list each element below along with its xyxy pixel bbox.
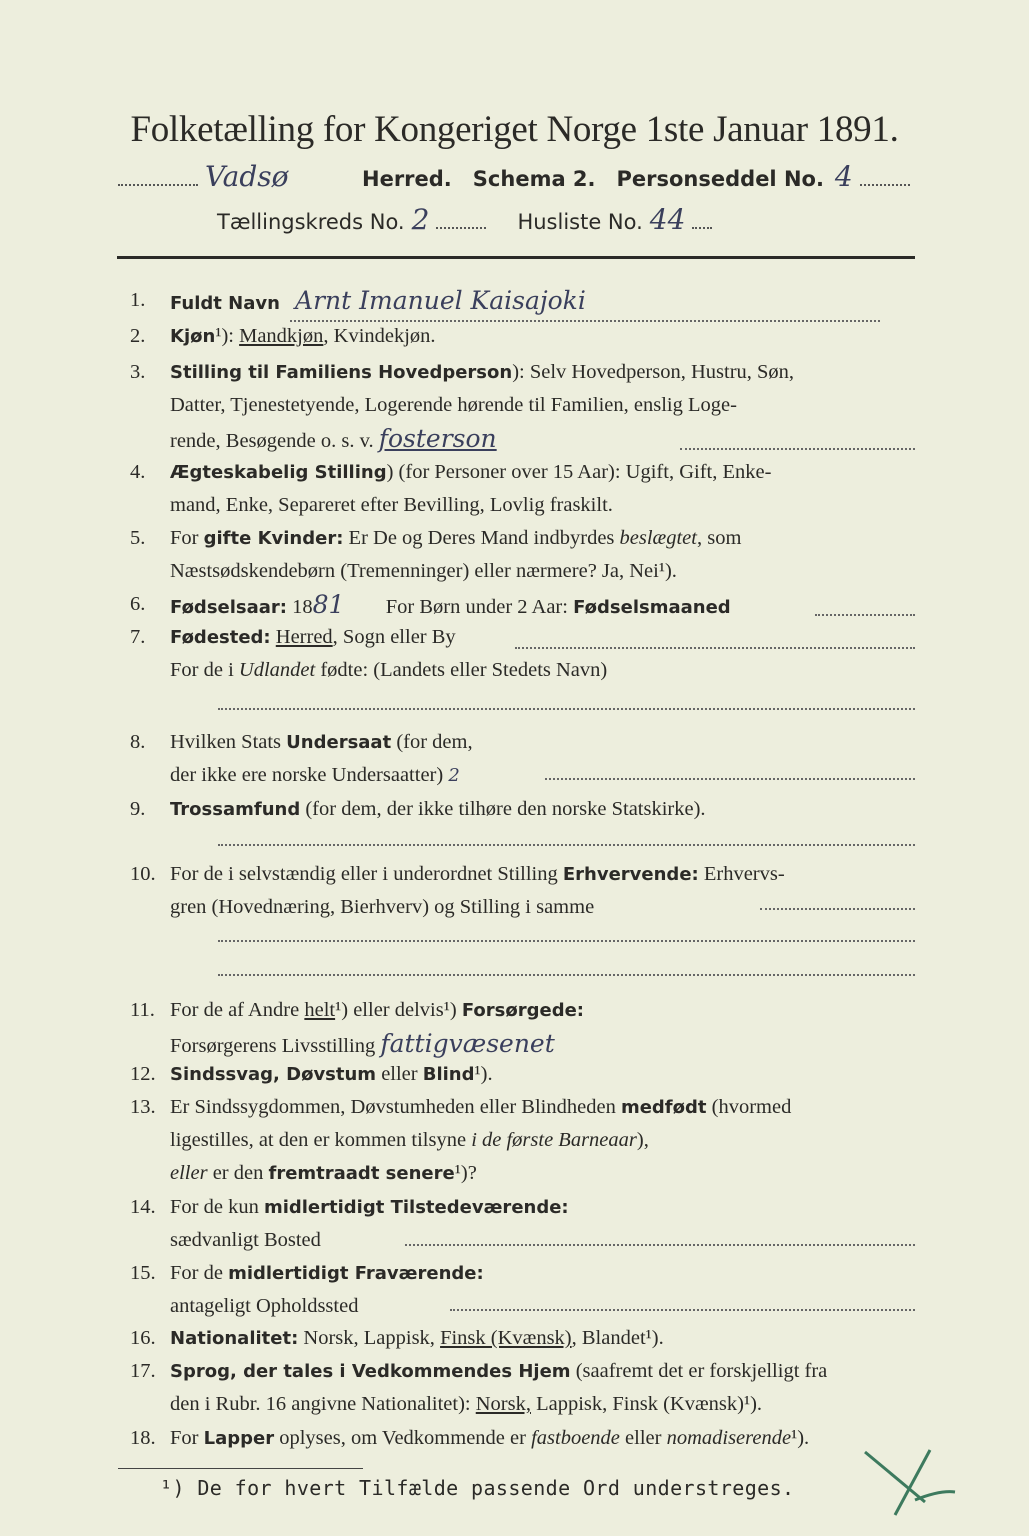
- herred-value: Vadsø: [205, 160, 289, 193]
- husliste-value: 44: [649, 203, 686, 236]
- full-name-value: Arnt Imanuel Kaisajoki: [295, 286, 586, 315]
- schema-label: Schema 2.: [472, 167, 596, 191]
- birth-year-value: 81: [312, 590, 345, 619]
- personseddel-value: 4: [834, 160, 853, 193]
- personseddel-label: Personseddel No.: [616, 167, 824, 191]
- footnote: ¹) De for hvert Tilfælde passende Ord understreges.: [160, 1476, 795, 1500]
- form-title: Folketælling for Kongeriget Norge 1ste Januar 1891.: [130, 109, 899, 150]
- kreds-line: [217, 203, 1017, 236]
- footnote-rule: [118, 1468, 363, 1469]
- header-rule: [117, 256, 915, 259]
- relationship-value: fosterson: [378, 424, 497, 453]
- pen-mark: [855, 1440, 965, 1520]
- census-form: Folketælling for Kongeriget Norge 1ste Januar 1891. Vadsø Herred. Schema 2. Personseddel No. 4 Tællingskreds No. 2 Husliste No. 44 1. Fuldt Navn Arnt Imanuel Kaisajoki 2. Kjøn¹): Mandkjøn, Kvindekjøn. 3. Stilling til Familiens Hovedperson): Selv Hovedperson, Hustru, Søn, Datter, Tjenestetyende, Logerende hørende til Familien, enslig Loge- rende, Besøgende o. s. v. fosterson 4. Ægteskabelig Stilling) (for Personer over 15 Aar): Ugift, Gift, Enke- mand, Enke, Separeret efter Bevilling, Lovlig fraskilt. 5. For gifte Kvinder: Er De og Deres Mand indbyrdes beslægtet, som Næstsødskendebørn (Tremenninger) eller nærmere? Ja, Nei¹). 6. Fødselsaar: 1881 For Børn under 2 Aar: Fødselsmaaned 7. Fødested: Herred, Sogn eller By For de i Udlandet fødte: (Landets eller Stedets Navn) 8. Hvilken Stats Undersaat (for dem, der ikke ere norske Undersaatter) 2 9. Trossamfund (for dem, der ikke tilhøre den norske Statskirke). 10. For de i selvstændig eller i underordnet Stilling Erhvervende: Erhvervs- gren (Hovednæring, Bierhverv) og Stilling i samme 11. For de af Andre helt¹) eller delvis¹) Forsørgede: Forsørgerens Livsstilling fattigvæsenet 12. Sindssvag, Døvstum eller Blind¹). 13. Er Sindssygdommen, Døvstumheden eller Blindheden medfødt (hvormed ligestilles, at den er kommen tilsyne i de første Barneaar), eller er den fremtraadt senere¹)? 14. For de kun midlertidigt Tilstedeværende: sædvanligt Bosted 15. For de midlertidigt Fraværende: antageligt Opholdssted 16. Nationalitet: Norsk, Lappisk, Finsk (Kvænsk), Blandet¹). 17. Sprog, der tales i Vedkommendes Hjem (saafremt det er forskjelligt fra den i Rubr. 16 angivne Nationalitet): Norsk, Lappisk, Finsk (Kvænsk)¹). 18. For Lapper oplyses, om Vedkommende er fastboende eller nomadiserende¹). ¹) De for hvert Tilfælde passende Ord understreges.: [0, 0, 1029, 1536]
- full-name-label: Fuldt Navn: [170, 293, 280, 314]
- husliste-label: Husliste No.: [517, 210, 643, 234]
- kreds-value: 2: [411, 203, 430, 236]
- kreds-label: Tællingskreds No.: [217, 210, 405, 234]
- herred-line: [118, 160, 918, 193]
- provider-value: fattigvæsenet: [380, 1029, 555, 1058]
- herred-label: Herred.: [362, 167, 452, 191]
